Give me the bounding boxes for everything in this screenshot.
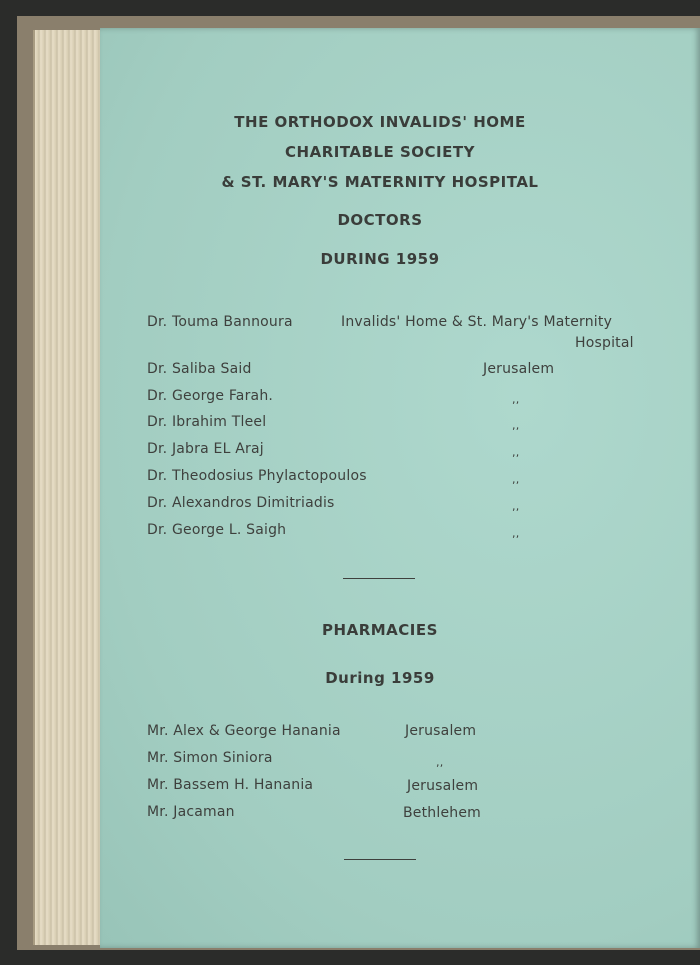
doctor-name: Dr. Touma Bannoura bbox=[147, 314, 293, 330]
ditto-mark: ,, bbox=[512, 473, 520, 486]
doctor-name: Dr. George Farah. bbox=[147, 388, 274, 404]
doctor-name: Dr. Jabra EL Araj bbox=[147, 441, 264, 457]
pharmacies-subtitle: During 1959 bbox=[325, 669, 435, 687]
ditto-mark: ,, bbox=[512, 419, 520, 432]
pharmacy-name: Mr. Alex & George Hanania bbox=[147, 723, 341, 739]
doctor-place: Invalids' Home & St. Mary's Maternity bbox=[341, 314, 613, 330]
divider-rule bbox=[344, 859, 416, 860]
header-line-1: THE ORTHODOX INVALIDS' HOME bbox=[234, 113, 526, 131]
doctors-title: DOCTORS bbox=[337, 211, 423, 229]
doctor-name: Dr. George L. Saigh bbox=[147, 522, 287, 538]
ditto-mark: ,, bbox=[512, 393, 520, 406]
ditto-mark: ,, bbox=[512, 527, 520, 540]
pharmacies-title: PHARMACIES bbox=[322, 621, 438, 639]
doctor-name: Dr. Ibrahim Tleel bbox=[147, 414, 267, 430]
doctor-name: Dr. Alexandros Dimitriadis bbox=[147, 495, 335, 511]
header-line-2: CHARITABLE SOCIETY bbox=[285, 143, 475, 161]
pharmacy-name: Mr. Bassem H. Hanania bbox=[147, 777, 314, 793]
pharmacy-place: Bethlehem bbox=[403, 805, 482, 821]
pharmacy-place: Jerusalem bbox=[405, 723, 477, 739]
doctor-name: Dr. Saliba Said bbox=[147, 361, 252, 377]
header-line-3: & ST. MARY'S MATERNITY HOSPITAL bbox=[221, 173, 539, 191]
ditto-mark: ,, bbox=[512, 500, 520, 513]
pharmacy-name: Mr. Jacaman bbox=[147, 804, 235, 820]
ditto-mark: ,, bbox=[512, 446, 520, 459]
pharmacy-place: Jerusalem bbox=[407, 778, 479, 794]
doctor-place-continued: Hospital bbox=[575, 335, 634, 351]
page-edges bbox=[33, 30, 105, 945]
ditto-mark: ,, bbox=[436, 756, 444, 769]
pharmacy-name: Mr. Simon Siniora bbox=[147, 750, 273, 766]
doctor-name: Dr. Theodosius Phylactopoulos bbox=[147, 468, 367, 484]
divider-rule bbox=[343, 578, 415, 579]
doctors-subtitle: DURING 1959 bbox=[320, 250, 440, 268]
doctor-place: Jerusalem bbox=[483, 361, 555, 377]
